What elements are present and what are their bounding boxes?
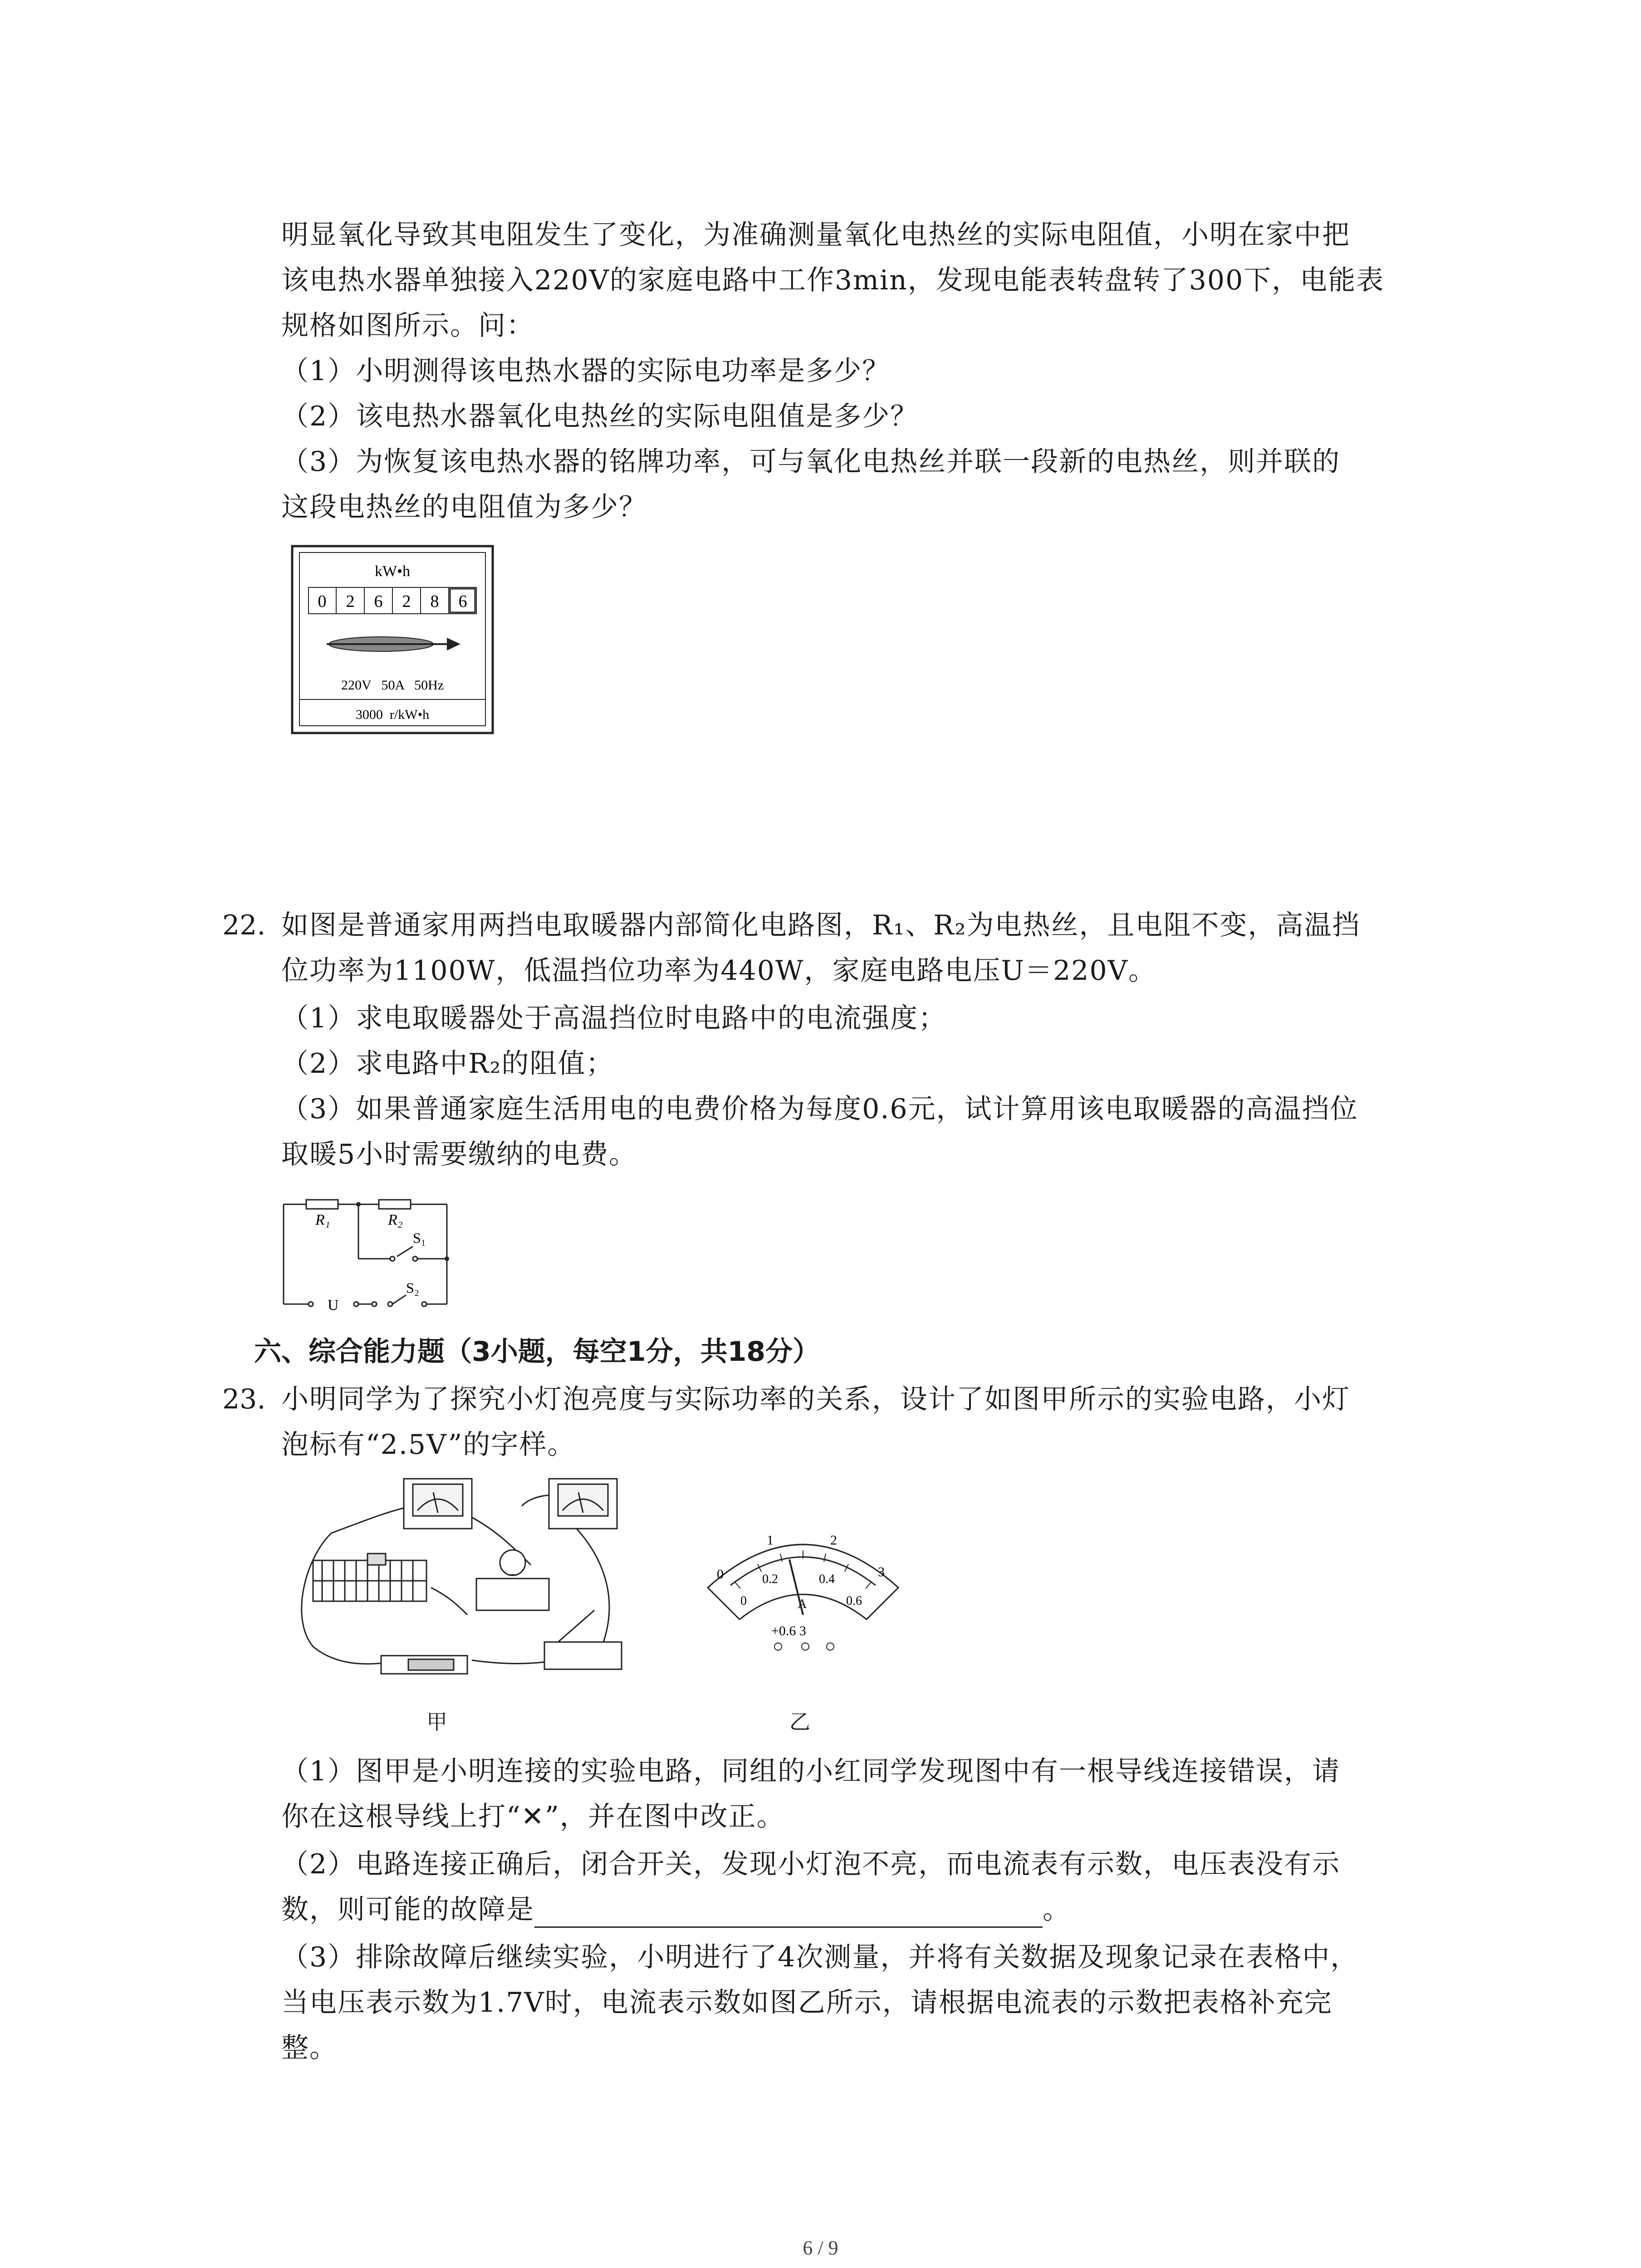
q23-number: 23. [222, 1383, 266, 1415]
heater-circuit-diagram [277, 1193, 467, 1320]
ammeter-top-scale: 1 [767, 1533, 774, 1548]
meter-constant: 3000 r/kW•h [355, 707, 430, 722]
ammeter-bottom-scale: 0.2 [762, 1572, 778, 1586]
meter-unit: kW•h [375, 563, 410, 580]
q23-part-2: （2）电路连接正确后，闭合开关，发现小灯泡不亮，而电流表有示数，电压表没有示 [281, 1848, 1341, 1880]
meter-digit: 8 [430, 592, 439, 611]
q21-part-3-cont: 这段电热丝的电阻值为多少？ [281, 491, 647, 523]
meter-digit: 2 [402, 592, 411, 611]
meter-specs: 220V 50A 50Hz [341, 678, 444, 693]
electricity-meter-figure [290, 544, 495, 735]
meter-digit: 6 [458, 592, 467, 611]
meter-digit: 2 [346, 592, 355, 611]
q23-part-3: （3）排除故障后继续实验，小明进行了4次测量，并将有关数据及现象记录在表格中， [281, 1941, 1359, 1973]
meter-digit: 0 [318, 592, 327, 611]
q23-part-3-cont: 当电压表示数为1.7V时，电流表示数如图乙所示，请根据电流表的示数把表格补充完 [281, 1987, 1332, 2019]
q23-part-2-text: 数，则可能的故障是 [281, 1894, 534, 1926]
q22-number: 22. [222, 909, 266, 941]
experiment-apparatus-figure [277, 1470, 667, 1687]
q23-part-1: （1）图甲是小明连接的实验电路，同组的小红同学发现图中有一根导线连接错误，请 [281, 1755, 1341, 1787]
q22-part-3: （3）如果普通家庭生活用电的电费价格为每度0.6元，试计算用该电取暖器的高温挡位 [281, 1093, 1358, 1125]
q21-line-3: 规格如图所示。问： [281, 310, 534, 342]
q23-part-1-cont: 你在这根导线上打“✕”，并在图中改正。 [281, 1801, 785, 1833]
r1-label: R₁ [315, 1212, 330, 1228]
ammeter-top-scale: 2 [830, 1533, 837, 1548]
q22-line-2: 位功率为1100W，低温挡位功率为440W，家庭电路电压U＝220V。 [281, 955, 1156, 987]
meter-digit: 6 [374, 592, 383, 611]
r2-label: R₂ [388, 1212, 403, 1228]
q23-line-2: 泡标有“2.5V”的字样。 [281, 1429, 576, 1461]
q21-line-1: 明显氧化导致其电阻发生了变化，为准确测量氧化电热丝的实际电阻值，小明在家中把 [281, 219, 1350, 251]
q23-part-2-cont [281, 1892, 1071, 1928]
q23-part-3-end: 整。 [281, 2032, 338, 2064]
q22-part-3-cont: 取暖5小时需要缴纳的电费。 [281, 1139, 637, 1170]
q21-part-2: （2）该电热水器氧化电热丝的实际电阻值是多少？ [281, 401, 919, 432]
u-label: U [328, 1297, 339, 1314]
q21-part-3: （3）为恢复该电热水器的铭牌功率，可与氧化电热丝并联一段新的电热丝，则并联的 [281, 446, 1341, 478]
ammeter-top-scale: 3 [878, 1564, 885, 1579]
ammeter-unit: A [798, 1597, 807, 1611]
ammeter-terminals: +0.6 3 [771, 1623, 806, 1638]
ammeter-bottom-scale: 0.6 [846, 1594, 862, 1608]
s2-label: S₂ [406, 1280, 419, 1296]
q21-part-1: （1）小明测得该电热水器的实际电功率是多少？ [281, 355, 891, 387]
q22-part-1: （1）求电取暖器处于高温挡位时电路中的电流强度； [281, 1002, 947, 1034]
q21-line-2: 该电热水器单独接入220V的家庭电路中工作3min，发现电能表转盘转了300下，电能表 [281, 264, 1385, 296]
ammeter-bottom-scale: 0 [740, 1594, 747, 1608]
ammeter-top-scale: 0 [717, 1567, 724, 1582]
q22-part-2: （2）求电路中R₂的阻值； [281, 1048, 614, 1080]
q23-line-1: 小明同学为了探究小灯泡亮度与实际功率的关系，设计了如图甲所示的实验电路，小灯 [281, 1383, 1350, 1415]
s1-label: S₁ [413, 1230, 426, 1246]
fault-answer-blank[interactable] [534, 1899, 1043, 1928]
section-6-heading: 六、综合能力题（3小题，每空1分，共18分） [254, 1336, 820, 1368]
ammeter-bottom-scale: 0.4 [819, 1572, 835, 1586]
page-number: 6 / 9 [803, 2237, 838, 2259]
figure-yi-label: 乙 [789, 1710, 810, 1734]
q22-line-1: 如图是普通家用两挡电取暖器内部简化电路图，R₁、R₂为电热丝，且电阻不变，高温挡 [281, 909, 1361, 941]
ammeter-reading-figure [699, 1510, 907, 1660]
figure-jia-label: 甲 [426, 1710, 447, 1734]
q23-part-2-end: 。 [1043, 1894, 1071, 1926]
